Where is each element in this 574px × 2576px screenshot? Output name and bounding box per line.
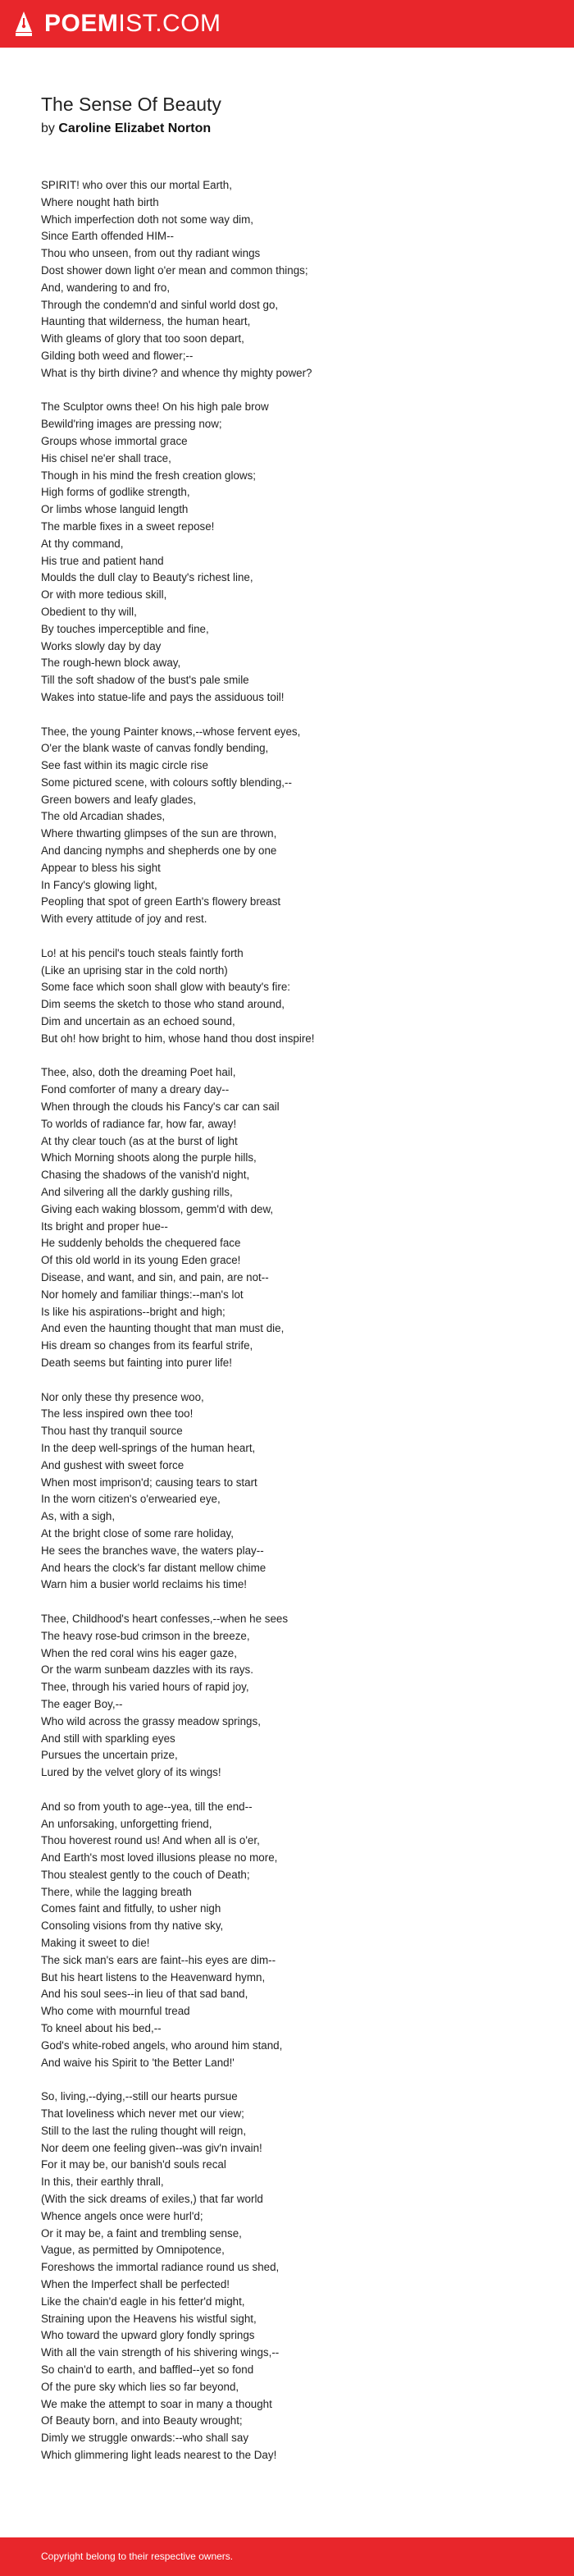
- poem-line: And even the haunting thought that man must die,: [41, 1322, 285, 1335]
- poem-line: Thee, Childhood's heart confesses,--when he sees: [41, 1612, 289, 1625]
- poem-line: Or with more tedious skill,: [41, 588, 167, 602]
- poem-line: In the deep well-springs of the human heart,: [41, 1441, 256, 1454]
- poem-line: With gleams of glory that too soon depart,: [41, 332, 244, 345]
- poem-line: Straining upon the Heavens his wistful sight,: [41, 2312, 257, 2325]
- poem-line: Bewild'ring images are pressing now;: [41, 418, 222, 431]
- poem-line: Peopling that spot of green Earth's flowery breast: [41, 895, 281, 908]
- poem-line: Its bright and proper hue--: [41, 1219, 168, 1233]
- site-logo-text: [44, 11, 221, 37]
- poem-line: Fond comforter of many a dreary day--: [41, 1083, 230, 1096]
- poem-line: Thee, also, doth the dreaming Poet hail,: [41, 1066, 236, 1079]
- poem-line: When the Imperfect shall be perfected!: [41, 2278, 230, 2291]
- by-label: by: [41, 121, 55, 135]
- poem-line: Consoling visions from thy native sky,: [41, 1919, 224, 1933]
- poem-line: And dancing nymphs and shepherds one by one: [41, 844, 277, 858]
- poem-line: For it may be, our banish'd souls recal: [41, 2158, 226, 2171]
- poem-line: In the worn citizen's o'erwearied eye,: [41, 1493, 221, 1506]
- poem-line: When through the clouds his Fancy's car can sail: [41, 1100, 280, 1114]
- poem-line: High forms of godlike strength,: [41, 486, 190, 499]
- poem-line: And so from youth to age--yea, till the end--: [41, 1800, 253, 1813]
- poem-line: He sees the branches wave, the waters play--: [41, 1544, 264, 1557]
- poem-line: Still to the last the ruling thought will reign,: [41, 2124, 247, 2137]
- poem-line: Where thwarting glimpses of the sun are thrown,: [41, 827, 277, 840]
- poem-line: (Like an uprising star in the cold north): [41, 963, 228, 977]
- poem-line: Dost shower down light o'er mean and common things;: [41, 263, 308, 277]
- poem-line: When the red coral wins his eager gaze,: [41, 1646, 237, 1659]
- poem-line: The heavy rose-bud crimson in the breeze,: [41, 1629, 250, 1642]
- site-header: [0, 0, 574, 48]
- poem-line: Thou who unseen, from out thy radiant wings: [41, 247, 261, 260]
- poem-line: Nor homely and familiar things:--man's lot: [41, 1288, 244, 1301]
- poem-line: Foreshows the immortal radiance round us shed,: [41, 2261, 280, 2274]
- poem-line: Disease, and want, and sin, and pain, are not--: [41, 1271, 269, 1283]
- poem-line: Comes faint and fitfully, to usher nigh: [41, 1902, 221, 1915]
- poem-line: Thee, the young Painter knows,--whose fervent eyes,: [41, 725, 301, 738]
- poem-line: At thy clear touch (as at the burst of light: [41, 1134, 238, 1147]
- poem-line: In Fancy's glowing light,: [41, 878, 157, 891]
- poem-line: SPIRIT! who over this our mortal Earth,: [41, 179, 232, 191]
- poem-line: But his heart listens to the Heavenward hymn,: [41, 1970, 266, 1983]
- poem-line: Dim seems the sketch to those who stand around,: [41, 998, 285, 1011]
- poem-line: The less inspired own thee too!: [41, 1407, 194, 1421]
- author-link[interactable]: Caroline Elizabet Norton: [58, 121, 212, 135]
- poem-line: At thy command,: [41, 537, 124, 550]
- poem-line: Nor deem one feeling given--was giv'n invain!: [41, 2141, 262, 2154]
- poem-line: An unforsaking, unforgetting friend,: [41, 1817, 212, 1830]
- poem-line: And, wandering to and fro,: [41, 281, 171, 294]
- poem-line: Haunting that wilderness, the human heart,: [41, 315, 251, 328]
- poem-line: Where nought hath birth: [41, 195, 159, 208]
- pen-nib-icon: [13, 11, 34, 37]
- poem-stanza: [41, 1064, 566, 1371]
- poem-line: To worlds of radiance far, how far, away!: [41, 1117, 237, 1130]
- copyright-text: Copyright belong to their respective owners.: [41, 2551, 234, 2562]
- logo-light-text: IST.COM: [118, 10, 221, 37]
- poem-line: Of Beauty born, and into Beauty wrought;: [41, 2414, 243, 2427]
- poem-stanza: [41, 1799, 566, 2072]
- poem-line: There, while the lagging breath: [41, 1885, 192, 1898]
- poem-line: Wakes into statue-life and pays the assiduous toil!: [41, 690, 285, 703]
- poem-line: Of this old world in its young Eden grace!: [41, 1254, 241, 1267]
- poem-line: With every attitude of joy and rest.: [41, 913, 207, 926]
- poem-line: And gushest with sweet force: [41, 1458, 184, 1471]
- poem-line: Who wild across the grassy meadow springs,: [41, 1714, 261, 1727]
- poem-line: Moulds the dull clay to Beauty's richest line,: [41, 571, 253, 584]
- poem-line: Dimly we struggle onwards:--who shall say: [41, 2432, 249, 2445]
- poem-byline: [41, 120, 549, 138]
- poem-line: But oh! how bright to him, whose hand thou dost inspire!: [41, 1032, 315, 1045]
- poem-line: The Sculptor owns thee! On his high pale brow: [41, 400, 269, 414]
- poem-line: And hears the clock's far distant mellow chime: [41, 1561, 266, 1574]
- poem-line: Dim and uncertain as an echoed sound,: [41, 1015, 235, 1028]
- poem-line: Which Morning shoots along the purple hills,: [41, 1151, 257, 1164]
- poem-line: Making it sweet to die!: [41, 1937, 150, 1950]
- poem-line: What is thy birth divine? and whence thy mighty power?: [41, 366, 312, 379]
- poem-line: Till the soft shadow of the bust's pale smile: [41, 674, 249, 687]
- logo-bold-text: POEM: [44, 10, 119, 37]
- poem-line: Whence angels once were hurl'd;: [41, 2209, 203, 2222]
- poem-line: Death seems but fainting into purer life!: [41, 1356, 232, 1369]
- poem-line: We make the attempt to soar in many a thought: [41, 2397, 272, 2410]
- poem-line: His true and patient hand: [41, 554, 164, 567]
- poem-line: When most imprison'd; causing tears to start: [41, 1476, 257, 1489]
- poem-line: Chasing the shadows of the vanish'd night,: [41, 1169, 250, 1182]
- poem-stanza: [41, 945, 566, 1048]
- poem-line: Some pictured scene, with colours softly blending,--: [41, 776, 292, 789]
- poem-line: Vague, as permitted by Omnipotence,: [41, 2244, 225, 2257]
- poem-line: Green bowers and leafy glades,: [41, 793, 197, 806]
- poem-line: That loveliness which never met our view;: [41, 2107, 244, 2121]
- poem-line: God's white-robed angels, who around him stand,: [41, 2038, 283, 2052]
- poem-line: And his soul sees--in lieu of that sad band,: [41, 1988, 248, 2001]
- poem-stanza: [41, 724, 566, 929]
- poem-line: Is like his aspirations--bright and high;: [41, 1305, 226, 1318]
- poem-line: By touches imperceptible and fine,: [41, 622, 209, 635]
- poem-line: So, living,--dying,--still our hearts pursue: [41, 2090, 238, 2103]
- poem-line: Pursues the uncertain prize,: [41, 1749, 178, 1762]
- poem-line: Though in his mind the fresh creation glows;: [41, 469, 257, 482]
- poem-line: Which glimmering light leads nearest to the Day!: [41, 2448, 277, 2461]
- poem-stanza: [41, 399, 566, 706]
- poem-main: [41, 92, 549, 2461]
- poem-line: The old Arcadian shades,: [41, 810, 166, 823]
- poem-line: Obedient to thy will,: [41, 605, 137, 618]
- poem-title: The Sense Of Beauty: [41, 94, 221, 115]
- poem-stanza: [41, 177, 566, 382]
- poem-line: Thou stealest gently to the couch of Death;: [41, 1868, 250, 1881]
- poem-line: Who come with mournful tread: [41, 2005, 190, 2018]
- poem-line: Appear to bless his sight: [41, 861, 161, 874]
- poem-line: As, with a sigh,: [41, 1510, 116, 1523]
- poem-line: See fast within its magic circle rise: [41, 759, 208, 772]
- poem-stanza: [41, 2089, 566, 2464]
- poem-line: Thee, through his varied hours of rapid joy,: [41, 1681, 249, 1694]
- poem-line: Lured by the velvet glory of its wings!: [41, 1766, 221, 1779]
- poem-line: (With the sick dreams of exiles,) that far world: [41, 2193, 263, 2206]
- poem-line: Lo! at his pencil's touch steals faintly forth: [41, 946, 244, 959]
- poem-line: Giving each waking blossom, gemm'd with dew,: [41, 1202, 274, 1215]
- poem-body: [41, 177, 566, 2482]
- poem-line: Like the chain'd eagle in his fetter'd might,: [41, 2295, 245, 2308]
- poem-line: With all the vain strength of his shivering wings,--: [41, 2346, 280, 2359]
- poem-line: The marble fixes in a sweet repose!: [41, 519, 215, 533]
- poem-line: Through the condemn'd and sinful world dost go,: [41, 298, 279, 311]
- site-footer: [0, 2537, 574, 2576]
- poem-line: The sick man's ears are faint--his eyes are dim--: [41, 1953, 276, 1966]
- poem-line: Who toward the upward glory fondly springs: [41, 2329, 255, 2342]
- poem-line: Works slowly day by day: [41, 639, 162, 652]
- poem-line: So chain'd to earth, and baffled--yet so fond: [41, 2363, 254, 2376]
- poem-stanza: [41, 1389, 566, 1595]
- poem-line: And still with sparkling eyes: [41, 1732, 175, 1745]
- poem-line: His dream so changes from its fearful strife,: [41, 1339, 253, 1352]
- poem-line: Which imperfection doth not some way dim,: [41, 213, 253, 226]
- poem-line: His chisel ne'er shall trace,: [41, 451, 171, 464]
- poem-line: Nor only these thy presence woo,: [41, 1390, 204, 1403]
- site-logo-link[interactable]: [13, 11, 221, 37]
- poem-line: And Earth's most loved illusions please no more,: [41, 1851, 278, 1865]
- poem-line: The rough-hewn block away,: [41, 657, 181, 670]
- poem-line: Of the pure sky which lies so far beyond,: [41, 2380, 239, 2393]
- poem-line: He suddenly beholds the chequered face: [41, 1237, 241, 1250]
- poem-line: Since Earth offended HIM--: [41, 230, 175, 243]
- poem-line: In this, their earthly thrall,: [41, 2176, 164, 2189]
- poem-line: Or limbs whose languid length: [41, 503, 189, 516]
- poem-line: To kneel about his bed,--: [41, 2022, 162, 2035]
- poem-line: And waive his Spirit to 'the Better Land!': [41, 2056, 235, 2069]
- poem-line: Thou hoverest round us! And when all is o'er,: [41, 1834, 260, 1847]
- poem-line: Or it may be, a faint and trembling sense,: [41, 2226, 242, 2240]
- poem-line: The eager Boy,--: [41, 1697, 123, 1710]
- poem-line: At the bright close of some rare holiday,: [41, 1526, 234, 1540]
- poem-line: Groups whose immortal grace: [41, 434, 188, 447]
- poem-line: O'er the blank waste of canvas fondly bending,: [41, 742, 269, 755]
- poem-stanza: [41, 1611, 566, 1782]
- poem-line: Some face which soon shall glow with beauty's fire:: [41, 981, 290, 994]
- poem-line: Warn him a busier world reclaims his time!: [41, 1578, 248, 1591]
- poem-line: And silvering all the darkly gushing rills,: [41, 1186, 233, 1199]
- poem-line: Gilding both weed and flower;--: [41, 349, 194, 362]
- poem-line: Or the warm sunbeam dazzles with its rays.: [41, 1663, 253, 1677]
- poem-line: Thou hast thy tranquil source: [41, 1425, 183, 1438]
